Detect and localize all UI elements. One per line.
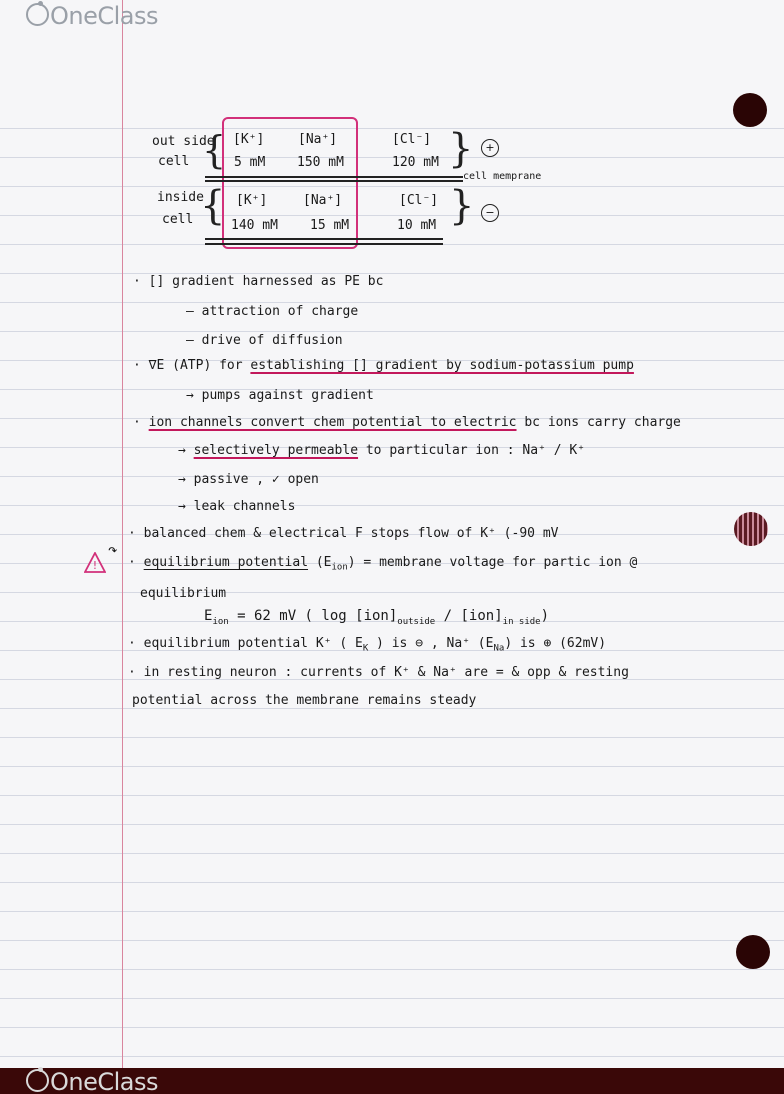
- warning-icon: [84, 552, 106, 574]
- oneclass-logo-bottom: OneClass: [26, 1068, 158, 1094]
- note-line-4-prefix: · ∇E (ATP) for: [133, 358, 251, 373]
- note-line-7-prefix: →: [178, 443, 194, 458]
- outside-brace: {: [202, 128, 227, 172]
- margin-line: [122, 0, 123, 1070]
- equation-e-sub: ion: [212, 616, 229, 627]
- inside-value-k: 140 mM: [231, 218, 278, 233]
- note-line-8: → passive , ✓ open: [178, 472, 319, 487]
- note-line-14-b: ) is ⊖ , Na⁺ (E: [368, 636, 494, 651]
- inside-value-na: 15 mM: [310, 218, 350, 233]
- note-line-7-highlight: selectively permeable: [193, 443, 359, 458]
- note-line-5: → pumps against gradient: [186, 388, 374, 403]
- outside-right-brace: }: [448, 126, 474, 172]
- note-line-11-suffix: ) = membrane voltage for partic ion @: [347, 555, 638, 570]
- note-line-6-suffix: bc ions carry charge: [516, 415, 681, 430]
- ruled-line: [0, 1027, 784, 1028]
- membrane-label: cell memprane: [463, 171, 542, 182]
- bottom-line-1: [205, 238, 443, 240]
- logo-mark-icon: [26, 3, 49, 26]
- ruled-line: [0, 998, 784, 999]
- inside-label-2: cell: [162, 212, 194, 227]
- equation-body: = 62 mV ( log [ion]: [228, 608, 398, 624]
- inside-header-k: [K⁺]: [236, 193, 268, 208]
- outside-header-na: [Na⁺]: [298, 132, 338, 147]
- inside-header-cl: [Cl⁻]: [399, 193, 439, 208]
- inside-sign: −: [481, 204, 499, 222]
- note-line-10: · balanced chem & electrical F stops flow of K⁺ (-90 mV: [128, 526, 559, 541]
- note-line-14-na-sub: Na: [493, 643, 505, 654]
- ruled-line: [0, 476, 784, 477]
- outside-header-k: [K⁺]: [233, 132, 265, 147]
- outside-value-k: 5 mM: [234, 155, 266, 170]
- note-line-4: [133, 358, 634, 373]
- inside-label-1: inside: [157, 190, 204, 205]
- membrane-line-1: [205, 176, 463, 178]
- note-line-15: · in resting neuron : currents of K⁺ & Na⁺ are = & opp & resting: [128, 665, 629, 680]
- equation-e: E: [204, 608, 213, 624]
- equation-divider: / [ion]: [435, 608, 503, 624]
- note-line-2: – attraction of charge: [186, 304, 359, 319]
- outside-header-cl: [Cl⁻]: [392, 132, 432, 147]
- inside-value-cl: 10 mM: [397, 218, 437, 233]
- ruled-line: [0, 882, 784, 883]
- note-line-6: [133, 415, 681, 430]
- note-line-14-a: · equilibrium potential K⁺ ( E: [128, 636, 363, 651]
- ruled-line: [0, 389, 784, 390]
- bottom-line-2: [205, 243, 443, 245]
- ruled-line: [0, 302, 784, 303]
- ruled-line: [0, 215, 784, 216]
- outside-label-2: cell: [158, 154, 190, 169]
- equation-close: ): [540, 608, 550, 624]
- ruled-line: [0, 911, 784, 912]
- note-line-6-prefix: ·: [133, 415, 149, 430]
- inside-brace: {: [200, 183, 226, 229]
- note-line-14-c: ) is ⊕ (62mV): [504, 636, 607, 651]
- equation-line: [204, 608, 549, 627]
- note-line-3: – drive of diffusion: [186, 333, 343, 348]
- note-line-12: equilibrium: [140, 586, 227, 601]
- ruled-line: [0, 824, 784, 825]
- ruled-line: [0, 969, 784, 970]
- note-line-6-highlight: ion channels convert chem potential to electric: [148, 415, 517, 430]
- note-line-11-mid: (E: [308, 555, 332, 570]
- note-line-14-k-sub: K: [362, 643, 369, 654]
- note-line-11: [128, 555, 637, 573]
- outside-value-cl: 120 mM: [392, 155, 439, 170]
- note-line-7: [178, 443, 585, 458]
- note-line-7-suffix: to particular ion : Na⁺ / K⁺: [358, 443, 586, 458]
- outside-value-na: 150 mM: [297, 155, 344, 170]
- ruled-line: [0, 128, 784, 129]
- ruled-line: [0, 766, 784, 767]
- note-line-4-highlight: establishing [] gradient by sodium-potassium pump: [250, 358, 634, 373]
- ruled-line: [0, 186, 784, 187]
- ruled-line: [0, 853, 784, 854]
- binder-hole-top: [733, 93, 767, 127]
- binder-hole-middle: [734, 512, 768, 546]
- inside-right-brace: }: [449, 183, 475, 229]
- ruled-line: [0, 505, 784, 506]
- oneclass-logo-top: OneClass: [26, 2, 158, 30]
- equation-outside-sub: outside: [397, 616, 436, 627]
- ruled-line: [0, 1056, 784, 1057]
- ruled-line: [0, 795, 784, 796]
- inside-header-na: [Na⁺]: [303, 193, 343, 208]
- ruled-line: [0, 273, 784, 274]
- ruled-line: [0, 708, 784, 709]
- note-line-11-prefix: ·: [128, 555, 144, 570]
- ruled-line: [0, 331, 784, 332]
- ruled-line: [0, 592, 784, 593]
- binder-hole-bottom: [736, 935, 770, 969]
- outside-sign: +: [481, 139, 499, 157]
- equation-inside-sub: in side: [502, 616, 541, 627]
- svg-text:!: !: [92, 559, 98, 572]
- note-line-9: → leak channels: [178, 499, 296, 514]
- outside-label-1: out side: [152, 134, 215, 149]
- note-line-11-term: equilibrium potential: [143, 555, 309, 570]
- note-line-14: [128, 636, 606, 654]
- logo-mark-icon: [26, 1069, 49, 1092]
- ruled-line: [0, 940, 784, 941]
- ruled-line: [0, 737, 784, 738]
- membrane-line-2: [205, 180, 463, 182]
- note-line-11-sub: ion: [331, 562, 348, 573]
- note-line-16: potential across the membrane remains steady: [132, 693, 477, 708]
- note-line-1: · [] gradient harnessed as PE bc: [133, 274, 384, 289]
- curved-arrow-icon: ↷: [108, 540, 118, 559]
